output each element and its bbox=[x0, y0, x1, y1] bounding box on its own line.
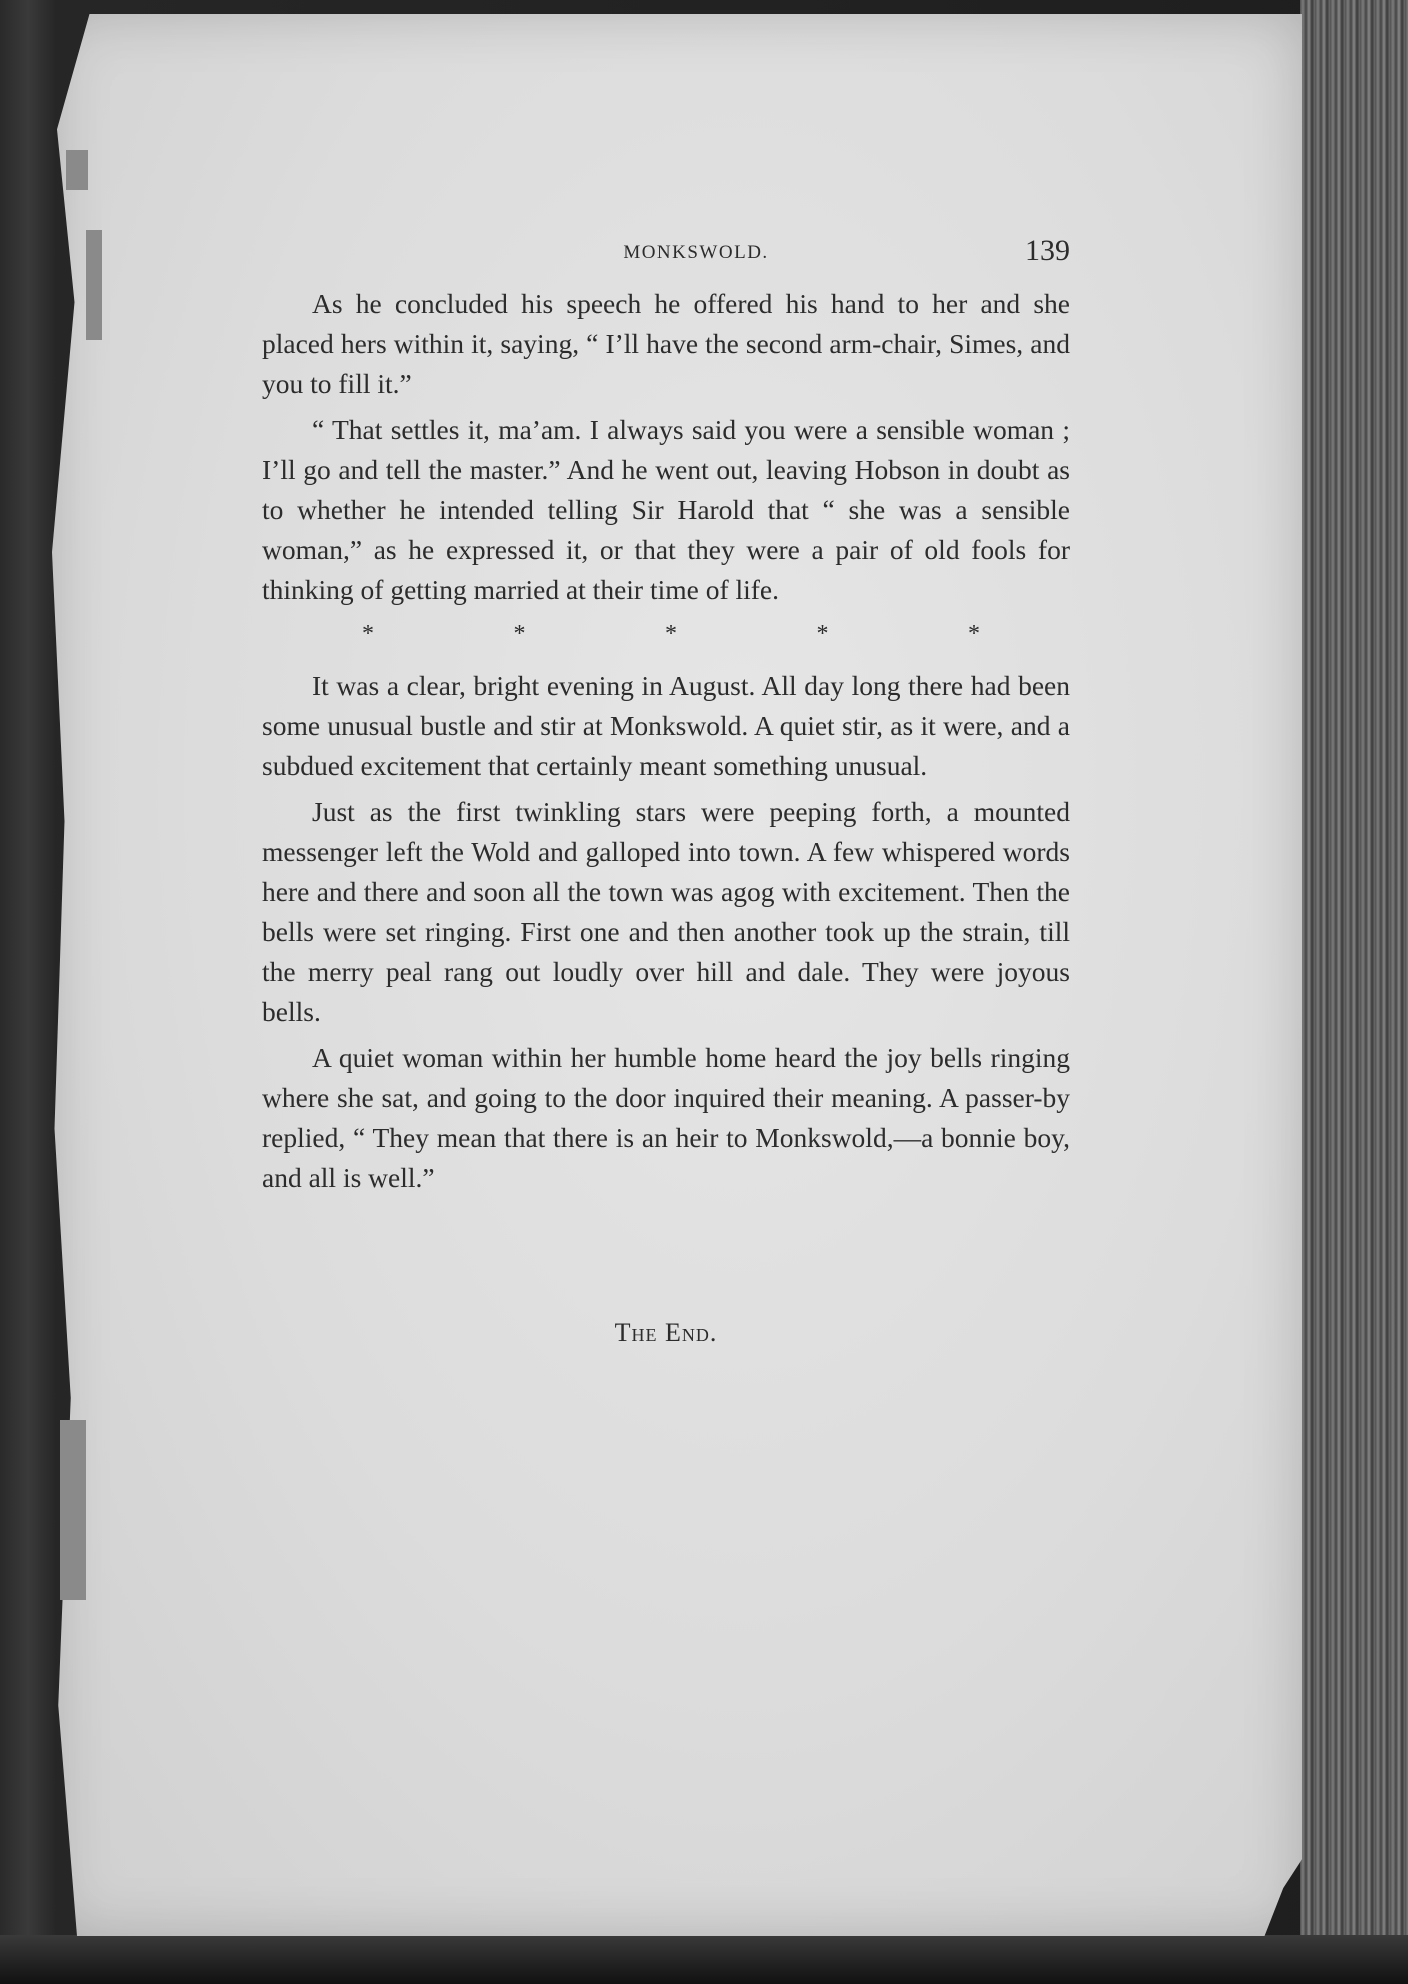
paragraph: “ That settles it, ma’am. I always said you were a sensible woman ; I’ll go and tell the master.” And he went out, leaving Hobson in doubt as to whether he intended telling Sir Harold that “ she was a sensible woman,” as he expressed it, or that they were a pair of old fools for thinking of getting married at their time of life. bbox=[262, 414, 1070, 605]
torn-margin-fragment bbox=[66, 150, 88, 190]
torn-margin-fragment bbox=[86, 230, 102, 340]
page-number: 139 bbox=[1025, 234, 1070, 267]
section-break-star: * bbox=[665, 620, 677, 647]
paragraph: As he concluded his speech he offered his hand to her and she placed hers within it, saying, “ I’ll have the second arm-chair, Simes, and you to fill it.” bbox=[262, 288, 1070, 399]
page-content bbox=[262, 230, 1070, 1348]
paragraph: A quiet woman within her humble home heard the joy bells ringing where she sat, and going to the door inquired their meaning. A passer-by replied, “ They mean that there is an heir to Monkswold,—a bonnie boy, and all is well.” bbox=[262, 1042, 1070, 1193]
section-break-star: * bbox=[513, 620, 526, 647]
section-break-star: * bbox=[816, 620, 829, 647]
paragraph: Just as the first twinkling stars were peeping forth, a mounted messenger left the Wold and galloped into town. A few whispered words here and there and soon all the town was agog with excitement. Then the bells were set ringing. First one and then another took up the strain, till the merry peal rang out loudly over hill and dale. They were joyous bells. bbox=[262, 796, 1070, 1027]
running-title: MONKSWOLD. bbox=[623, 242, 769, 263]
section-break-star: * bbox=[362, 620, 374, 647]
running-head bbox=[262, 230, 1070, 274]
book-fore-edge bbox=[1300, 0, 1408, 1984]
paragraph: It was a clear, bright evening in August. All day long there had been some unusual bustle and stir at Monkswold. A quiet stir, as it were, and a subdued excitement that certainly meant something unusual. bbox=[262, 670, 1070, 781]
the-end: The End. bbox=[614, 1318, 718, 1347]
scan-bottom-edge bbox=[0, 1935, 1408, 1984]
section-break-star: * bbox=[968, 620, 980, 647]
section-break bbox=[262, 616, 1070, 652]
torn-margin-fragment bbox=[60, 1420, 86, 1600]
